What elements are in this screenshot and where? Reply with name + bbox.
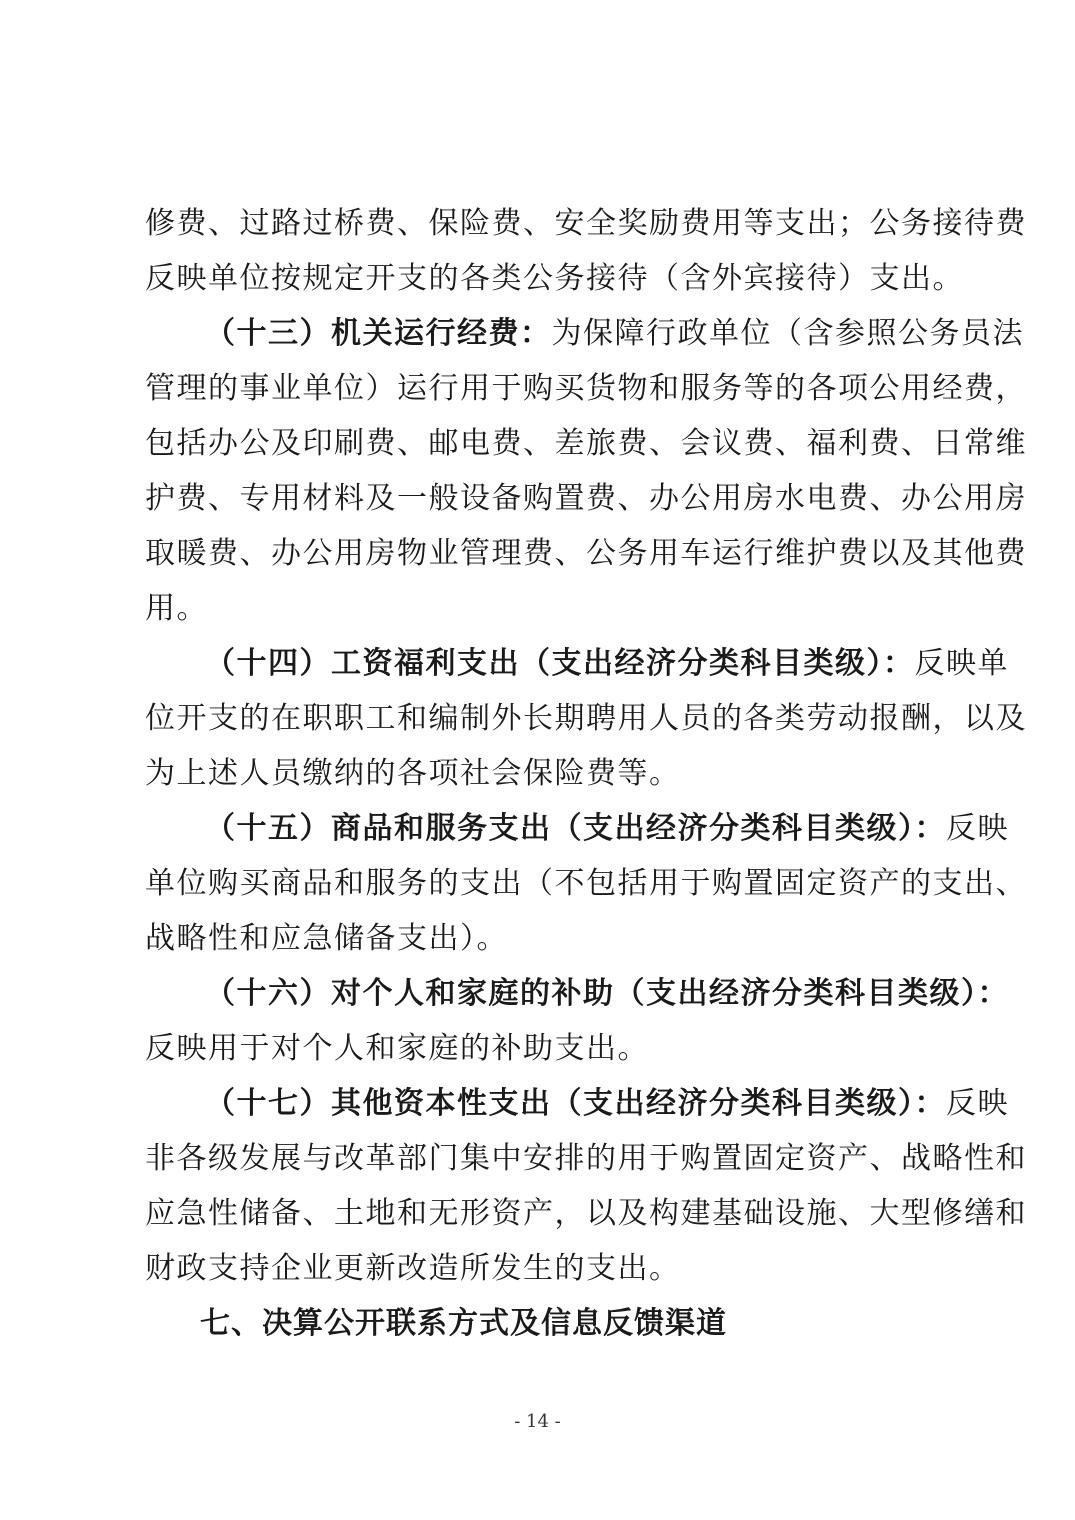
term-definition: 反映单 xyxy=(914,646,1009,681)
text-line: 管理的事业单位）运行用于购买货物和服务等的各项公用经费， xyxy=(145,371,1027,406)
term-definition: 反映 xyxy=(946,811,1009,846)
term-label: （十三）机关运行经费： xyxy=(205,316,552,351)
term-label: （十四）工资福利支出（支出经济分类科目类级）： xyxy=(205,646,915,681)
term-label: （十六）对个人和家庭的补助（支出经济分类科目类级）： xyxy=(205,976,1009,1011)
term-label: （十五）商品和服务支出（支出经济分类科目类级）： xyxy=(205,811,946,846)
paragraph-first-line xyxy=(145,1076,1009,1131)
text-line: 财政支持企业更新改造所发生的支出。 xyxy=(145,1251,681,1286)
term-label: （十七）其他资本性支出（支出经济分类科目类级）： xyxy=(205,1086,946,1121)
paragraph-first-line xyxy=(145,636,1009,691)
text-line: 包括办公及印刷费、邮电费、差旅费、会议费、福利费、日常维 xyxy=(145,426,1027,461)
paragraph-first-line xyxy=(145,306,1024,361)
section-heading: 七、决算公开联系方式及信息反馈渠道 xyxy=(200,1306,727,1341)
text-line: 单位购买商品和服务的支出（不包括用于购置固定资产的支出、 xyxy=(145,866,1027,901)
text-line: 护费、专用材料及一般设备购置费、办公用房水电费、办公用房 xyxy=(145,481,1027,516)
page-number: - 14 - xyxy=(514,1411,561,1432)
text-line: 修费、过路过桥费、保险费、安全奖励费用等支出；公务接待费 xyxy=(145,206,1027,241)
text-line: 位开支的在职职工和编制外长期聘用人员的各类劳动报酬，以及 xyxy=(145,701,1027,736)
term-definition: 为保障行政单位（含参照公务员法 xyxy=(551,316,1024,351)
term-definition: 反映 xyxy=(946,1086,1009,1121)
document-body xyxy=(145,196,1027,1351)
text-line: 反映单位按规定开支的各类公务接待（含外宾接待）支出。 xyxy=(145,261,964,296)
text-line: 战略性和应急储备支出）。 xyxy=(145,921,508,956)
text-line: 应急性储备、土地和无形资产，以及构建基础设施、大型修缮和 xyxy=(145,1196,1027,1231)
text-line: 为上述人员缴纳的各项社会保险费等。 xyxy=(145,756,681,791)
text-line: 反映用于对个人和家庭的补助支出。 xyxy=(145,1031,649,1066)
text-line: 取暖费、办公用房物业管理费、公务用车运行维护费以及其他费 xyxy=(145,536,1027,571)
paragraph-first-line xyxy=(145,801,1009,856)
text-line: 非各级发展与改革部门集中安排的用于购置固定资产、战略性和 xyxy=(145,1141,1027,1176)
paragraph-first-line xyxy=(145,966,1009,1021)
text-line: 用。 xyxy=(145,591,208,626)
